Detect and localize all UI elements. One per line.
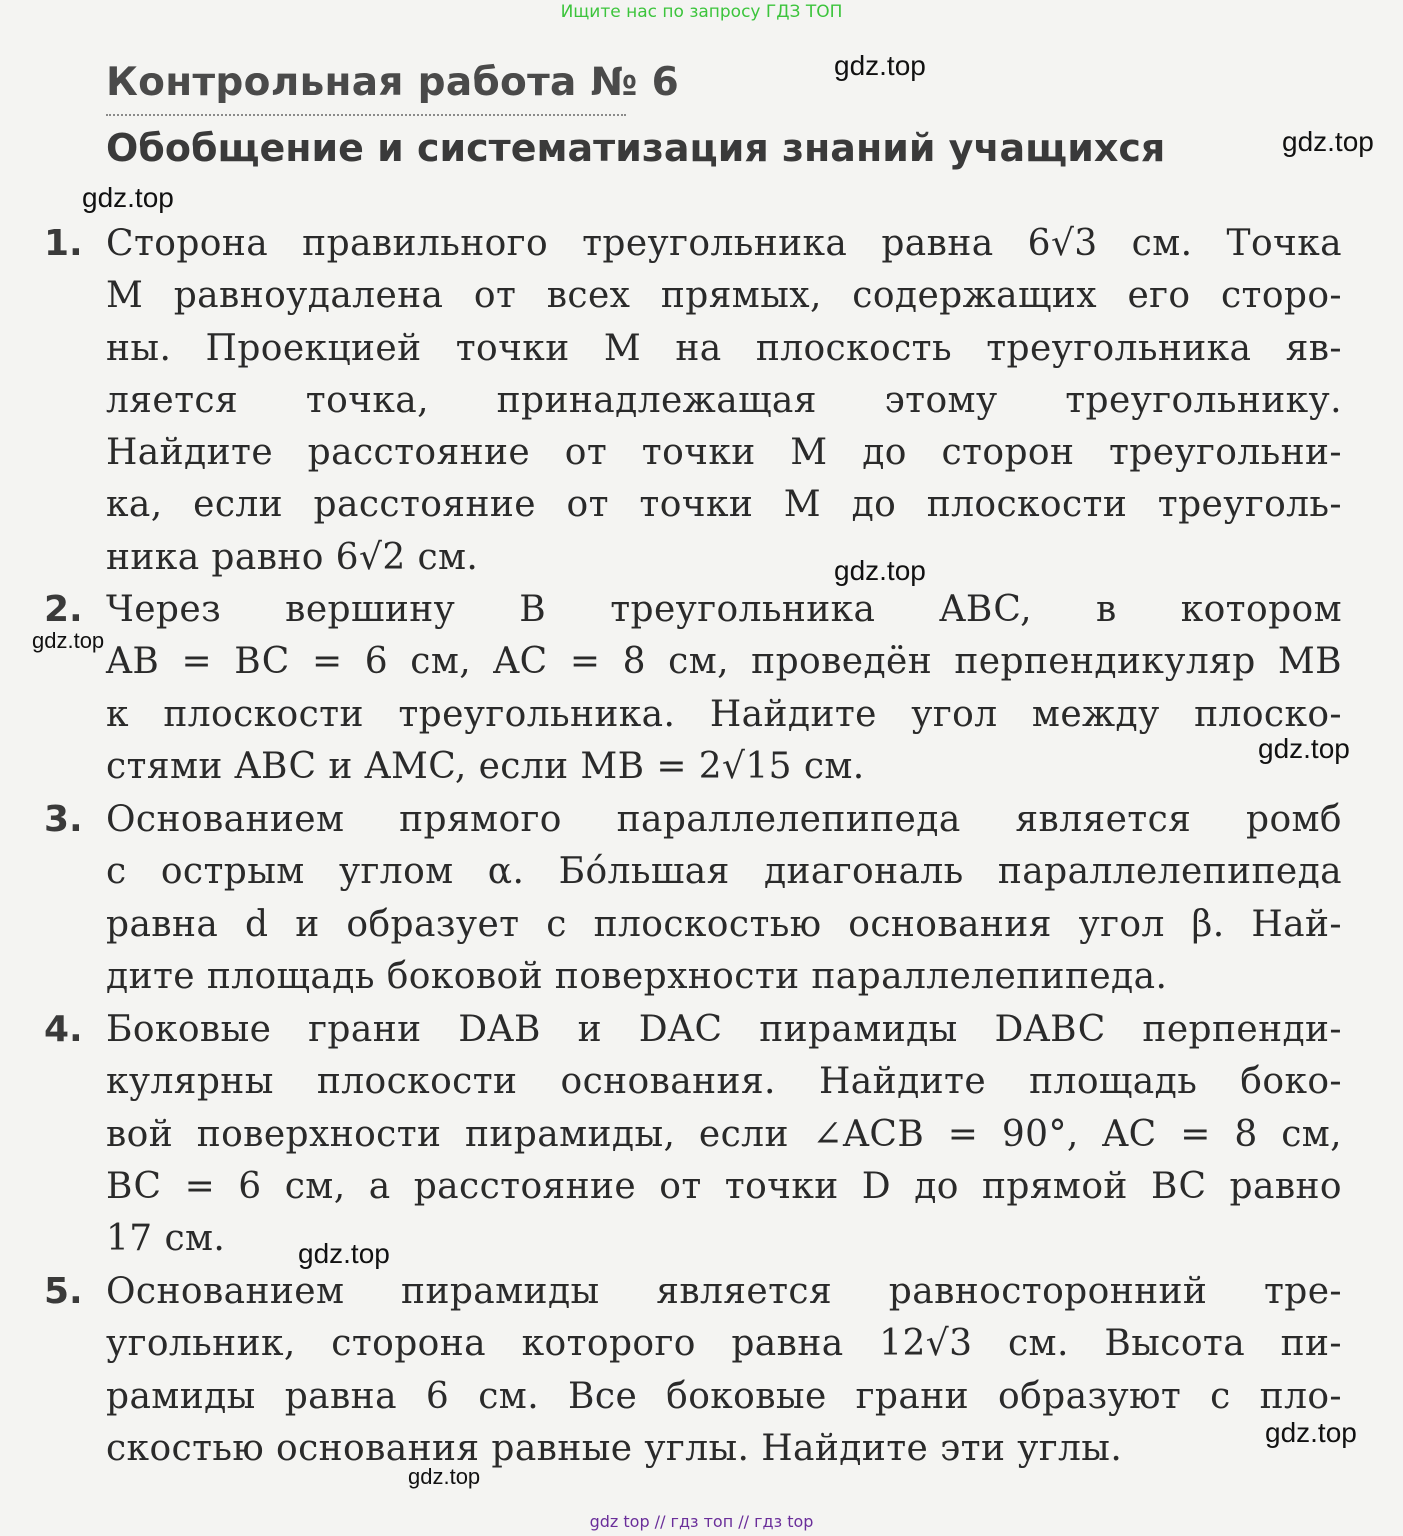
problem-line: дите площадь боковой поверхности параллелепипеда. [106, 955, 1168, 997]
watermark: gdz.top [32, 628, 105, 653]
watermark: gdz.top [298, 1238, 390, 1269]
problem-line: Через вершину B треугольника ABC, в котором [106, 589, 1342, 630]
problem-line: с острым углом α. Бóльшая диагональ параллелепипеда [106, 851, 1342, 893]
problem-line: ка, если расстояние от точки M до плоскости треуголь- [106, 484, 1342, 526]
watermark: gdz.top [1258, 733, 1350, 764]
watermark: gdz.top [82, 182, 174, 213]
problem-line: M равноудалена от всех прямых, содержащих его сторо- [106, 275, 1342, 317]
problem-line: ны. Проекцией точки M на плоскость треугольника яв- [106, 327, 1342, 369]
watermark: gdz.top [834, 555, 926, 586]
title-divider [106, 114, 626, 116]
page-subtitle: Обобщение и систематизация знаний учащихся [106, 126, 1166, 170]
problem-line: ника равно 6√2 см. [106, 536, 479, 578]
problem-line: Сторона правильного треугольника равна 6√3 см. Точка [106, 223, 1342, 264]
problem-1 [44, 218, 1342, 584]
problem-line: Боковые грани DAB и DAC пирамиды DABC перпенди- [106, 1009, 1342, 1050]
problem-line: рамиды равна 6 см. Все боковые грани образуют с пло- [106, 1375, 1342, 1417]
problem-line: равна d и образует с плоскостью основания угол β. Най- [106, 903, 1342, 945]
problem-5 [44, 1266, 1342, 1475]
problem-number: 5. [44, 1271, 83, 1312]
problem-4 [44, 1004, 1342, 1265]
problem-number: 2. [44, 589, 83, 630]
problem-number: 3. [44, 799, 83, 840]
problem-line: Основанием прямого параллелепипеда является ромб [106, 799, 1342, 840]
problem-line: Основанием пирамиды является равносторонний тре- [106, 1271, 1342, 1312]
problem-line: скостью основания равные углы. Найдите эти углы. [106, 1427, 1123, 1469]
problem-line: угольник, сторона которого равна 12√3 см. Высота пи- [106, 1323, 1342, 1365]
watermark: gdz.top [408, 1464, 481, 1489]
problem-line: BC = 6 см, а расстояние от точки D до прямой BC равно [106, 1165, 1342, 1207]
problem-line: стями ABC и AMC, если MB = 2√15 см. [106, 745, 865, 787]
problem-line: кулярны плоскости основания. Найдите площадь боко- [106, 1061, 1342, 1103]
problem-3 [44, 794, 1342, 1003]
problem-line: ляется точка, принадлежащая этому треугольнику. [106, 379, 1342, 421]
watermark: gdz.top [1265, 1417, 1357, 1448]
problem-number: 1. [44, 223, 83, 264]
page-title: Контрольная работа № 6 [106, 60, 680, 105]
problem-line: к плоскости треугольника. Найдите угол между плоско- [106, 693, 1342, 735]
bottom-banner: gdz top // гдз топ // гдз top [589, 1512, 814, 1531]
watermark: gdz.top [1282, 126, 1374, 157]
problem-line: вой поверхности пирамиды, если ∠ACB = 90°, AC = 8 см, [106, 1113, 1342, 1155]
problem-number: 4. [44, 1009, 83, 1050]
problem-line: AB = BC = 6 см, AC = 8 см, проведён перпендикуляр MB [106, 641, 1342, 683]
top-banner: Ищите нас по запросу ГДЗ ТОП [560, 2, 843, 22]
problem-line: 17 см. [106, 1218, 226, 1260]
watermark: gdz.top [834, 50, 926, 81]
problem-line: Найдите расстояние от точки M до сторон треугольни- [106, 432, 1342, 474]
